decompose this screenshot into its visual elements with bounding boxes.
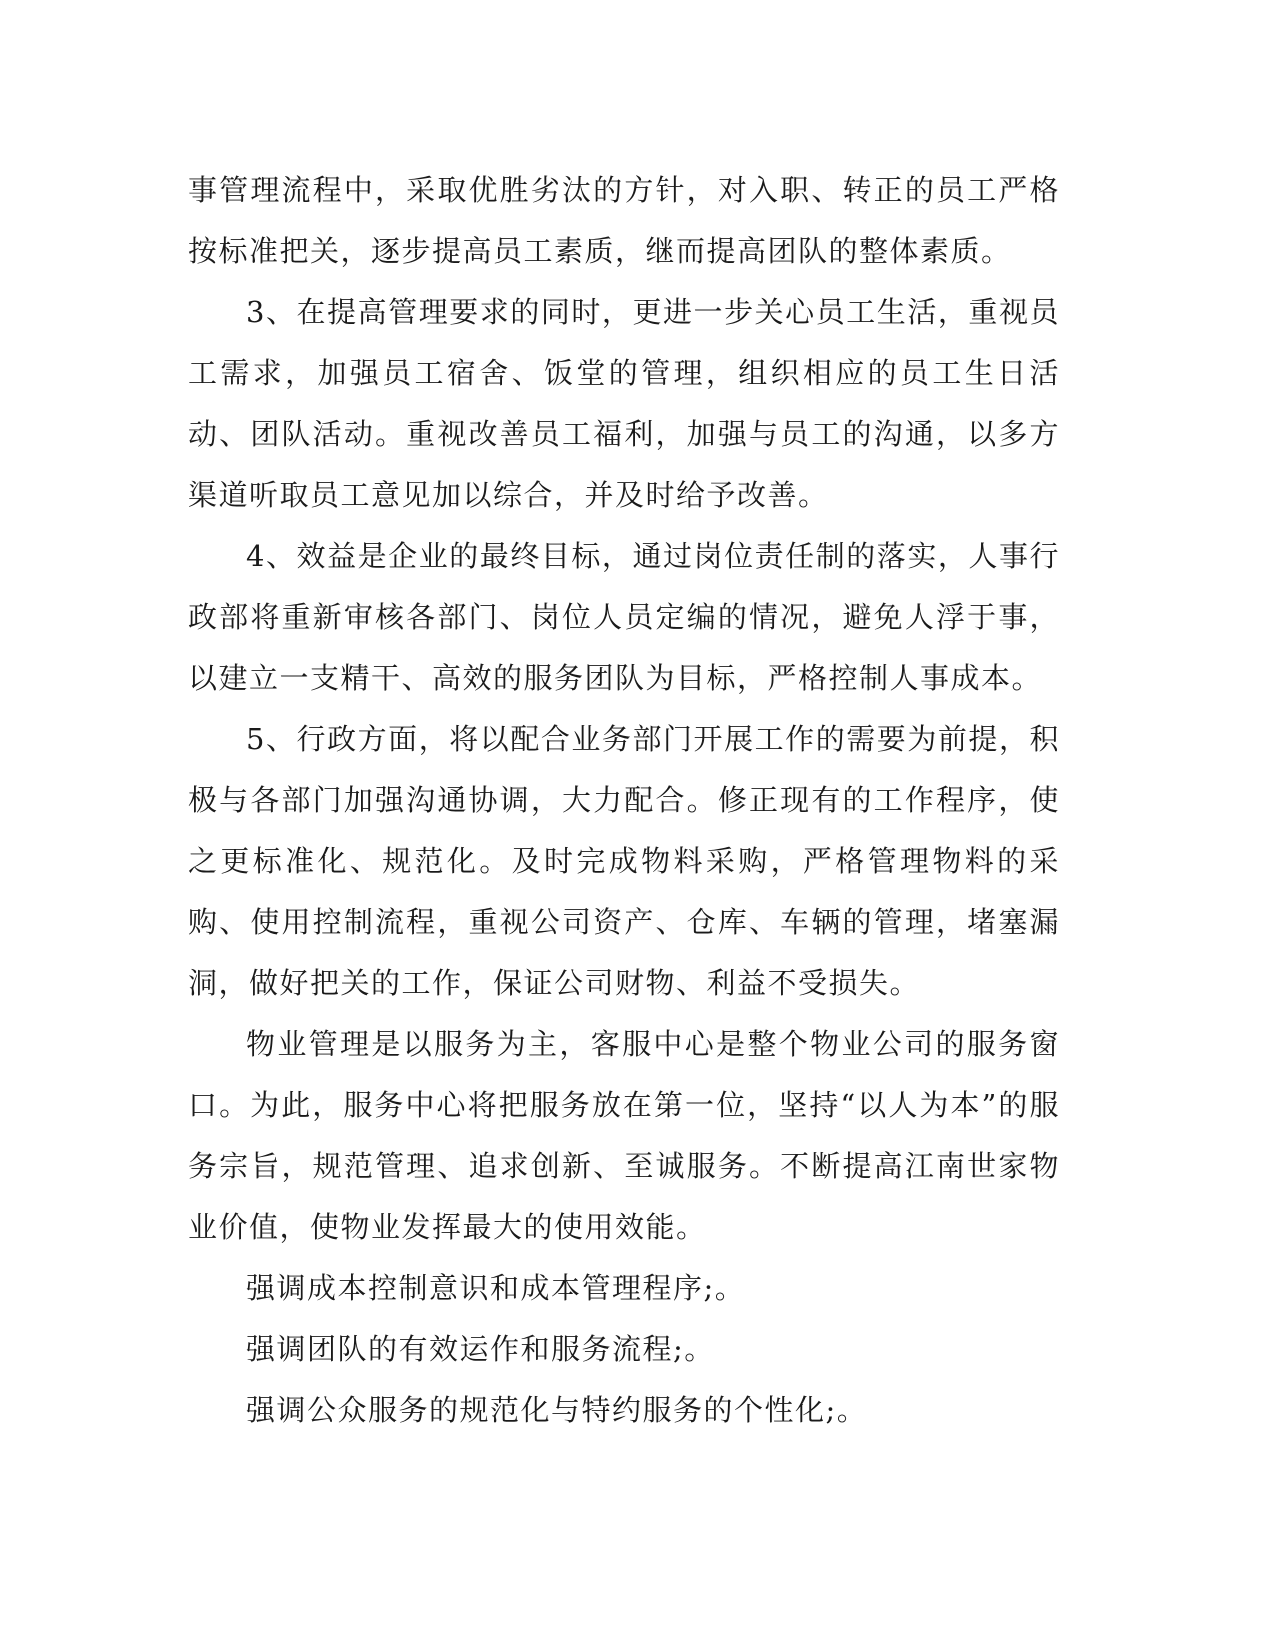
paragraph-continuation: 事管理流程中，采取优胜劣汰的方针，对入职、转正的员工严格按标准把关，逐步提高员工素质，继而提高团队的整体素质。 bbox=[188, 173, 1060, 268]
paragraph-emphasis-service: 强调公众服务的规范化与特约服务的个性化;。 bbox=[246, 1393, 868, 1427]
document-body bbox=[188, 160, 1060, 1441]
paragraph-emphasis-team: 强调团队的有效运作和服务流程;。 bbox=[246, 1332, 715, 1366]
paragraph-item-5: 5、行政方面，将以配合业务部门开展工作的需要为前提，积极与各部门加强沟通协调，大力配合。修正现有的工作程序，使之更标准化、规范化。及时完成物料采购，严格管理物料的采购、使用控制流程，重视公司资产、仓库、车辆的管理，堵塞漏洞，做好把关的工作，保证公司财物、利益不受损失。 bbox=[188, 722, 1060, 1000]
paragraph-item-4: 4、效益是企业的最终目标，通过岗位责任制的落实，人事行政部将重新审核各部门、岗位人员定编的情况，避免人浮于事，以建立一支精干、高效的服务团队为目标，严格控制人事成本。 bbox=[188, 539, 1060, 695]
paragraph-service-summary: 物业管理是以服务为主，客服中心是整个物业公司的服务窗口。为此，服务中心将把服务放在第一位，坚持“以人为本”的服务宗旨，规范管理、追求创新、至诚服务。不断提高江南世家物业价值，使物业发挥最大的使用效能。 bbox=[188, 1027, 1060, 1244]
paragraph-item-3: 3、在提高管理要求的同时，更进一步关心员工生活，重视员工需求，加强员工宿舍、饭堂的管理，组织相应的员工生日活动、团队活动。重视改善员工福利，加强与员工的沟通，以多方渠道听取员工意见加以综合，并及时给予改善。 bbox=[188, 295, 1060, 512]
paragraph-emphasis-cost: 强调成本控制意识和成本管理程序;。 bbox=[246, 1271, 746, 1305]
